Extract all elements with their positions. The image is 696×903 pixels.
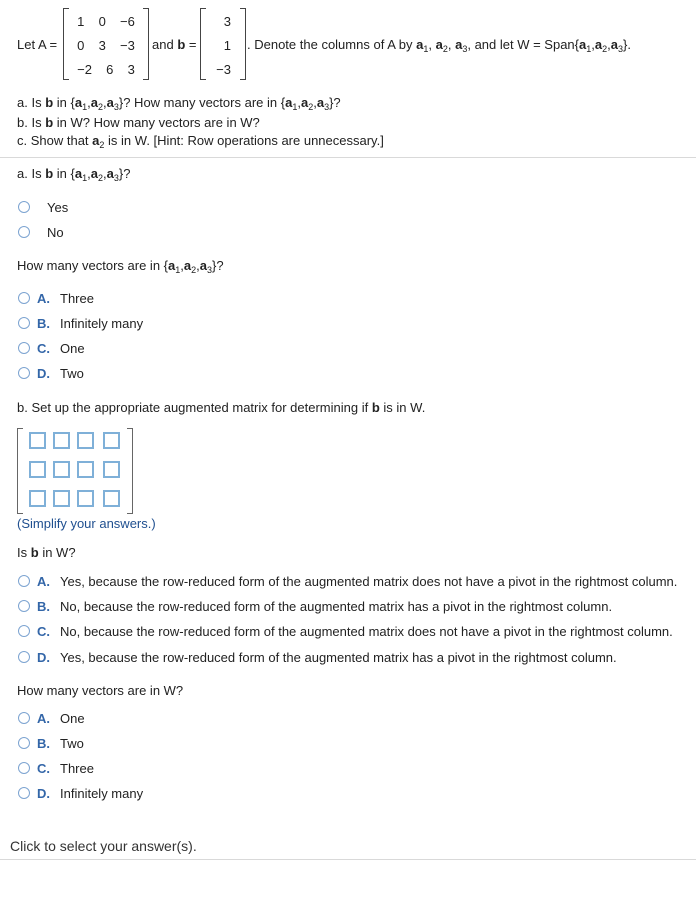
section-divider — [0, 157, 696, 158]
option-label: Three — [60, 291, 94, 306]
radio-button[interactable] — [18, 342, 30, 354]
augmented-matrix — [17, 428, 133, 514]
matrix-a-cell: 6 — [106, 62, 114, 77]
option-label: One — [60, 341, 85, 356]
radio-button[interactable] — [18, 762, 30, 774]
matrix-entry-input[interactable] — [29, 432, 46, 449]
option-label: Three — [60, 761, 94, 776]
radio-button[interactable] — [18, 651, 30, 663]
option-letter: C. — [37, 761, 50, 776]
option-letter: B. — [37, 736, 50, 751]
matrix-bracket-left — [17, 428, 23, 514]
option-letter: D. — [37, 366, 50, 381]
matrix-a-cell: −3 — [120, 38, 135, 53]
footer-instruction: Click to select your answer(s). — [10, 838, 197, 854]
and-label: and b = — [152, 37, 197, 52]
option-label: Yes, because the row-reduced form of the augmented matrix has a pivot in the rightmost column. — [60, 650, 617, 665]
q1-prompt: a. Is b in $\{a_1,a_2,a_3\}$? — [17, 166, 131, 183]
simplify-note: (Simplify your answers.) — [17, 516, 156, 531]
matrix-a-cell: 0 — [98, 14, 106, 29]
denote-text: . Denote the columns of A by $a_1$, $a_2$, $a_3$, and let $W = Span\{a_1,a_2,a_3\}$. — [247, 37, 631, 54]
radio-button[interactable] — [18, 625, 30, 637]
radio-button[interactable] — [18, 712, 30, 724]
option-label: Yes — [47, 200, 69, 215]
vector-b — [200, 8, 246, 80]
option-label: Infinitely many — [60, 786, 144, 801]
radio-button[interactable] — [18, 787, 30, 799]
option-letter: D. — [37, 786, 50, 801]
matrix-a-cell: 3 — [127, 62, 135, 77]
matrix-entry-input[interactable] — [77, 461, 94, 478]
option-letter: B. — [37, 599, 50, 614]
radio-button[interactable] — [18, 575, 30, 587]
vector-b-cell: −3 — [216, 62, 231, 77]
option-letter: A. — [37, 291, 50, 306]
vector-b-cell: 3 — [223, 14, 231, 29]
matrix-a-cell: 1 — [77, 14, 85, 29]
option-label: Infinitely many — [60, 316, 144, 331]
matrix-entry-input[interactable] — [77, 490, 94, 507]
matrix-entry-input[interactable] — [103, 490, 120, 507]
q5-prompt: How many vectors are in W? — [17, 683, 184, 698]
matrix-entry-input[interactable] — [77, 432, 94, 449]
option-letter: C. — [37, 341, 50, 356]
option-label: No, because the row-reduced form of the augmented matrix does not have a pivot in the rightmost column. — [60, 624, 673, 639]
matrix-a-cell: 0 — [77, 38, 85, 53]
part-a-text: a. Is b in $\{a_1,a_2,a_3\}$? How many vectors are in $\{a_1,a_2,a_3\}$? — [17, 95, 341, 112]
radio-button[interactable] — [18, 737, 30, 749]
part-b-text: b. Is b in W? How many vectors are in W? — [17, 115, 260, 130]
matrix-entry-input[interactable] — [53, 432, 70, 449]
footer-divider — [0, 859, 696, 860]
option-label: No, because the row-reduced form of the augmented matrix has a pivot in the rightmost column. — [60, 599, 613, 614]
option-letter: D. — [37, 650, 50, 665]
option-label: Two — [60, 366, 84, 381]
option-letter: A. — [37, 711, 50, 726]
option-label: Yes, because the row-reduced form of the augmented matrix does not have a pivot in the rightmost column. — [60, 574, 678, 589]
option-letter: B. — [37, 316, 50, 331]
option-letter: C. — [37, 624, 50, 639]
matrix-entry-input[interactable] — [53, 490, 70, 507]
matrix-bracket-right — [127, 428, 133, 514]
radio-button[interactable] — [18, 317, 30, 329]
matrix-a-cell: −2 — [77, 62, 92, 77]
let-a-label: Let A = — [17, 37, 58, 52]
radio-button[interactable] — [18, 367, 30, 379]
radio-button[interactable] — [18, 292, 30, 304]
vector-b-cell: 1 — [223, 38, 231, 53]
q2-prompt: How many vectors are in $\{a_1,a_2,a_3\}$? — [17, 258, 224, 275]
q3-prompt: b. Set up the appropriate augmented matrix for determining if b is in W. — [17, 400, 426, 415]
option-label: Two — [60, 736, 84, 751]
matrix-entry-input[interactable] — [29, 461, 46, 478]
matrix-entry-input[interactable] — [53, 461, 70, 478]
option-label: One — [60, 711, 85, 726]
matrix-entry-input[interactable] — [103, 432, 120, 449]
matrix-a-cell: −6 — [120, 14, 135, 29]
matrix-a-cell: 3 — [98, 38, 106, 53]
matrix-entry-input[interactable] — [29, 490, 46, 507]
part-c-text: c. Show that $a_2$ is in W. [Hint: Row operations are unnecessary.] — [17, 133, 384, 150]
option-label: No — [47, 225, 64, 240]
radio-button[interactable] — [18, 201, 30, 213]
q4-prompt: Is b in W? — [17, 545, 76, 560]
radio-button[interactable] — [18, 600, 30, 612]
radio-button[interactable] — [18, 226, 30, 238]
option-letter: A. — [37, 574, 50, 589]
matrix-a — [63, 8, 149, 80]
matrix-entry-input[interactable] — [103, 461, 120, 478]
